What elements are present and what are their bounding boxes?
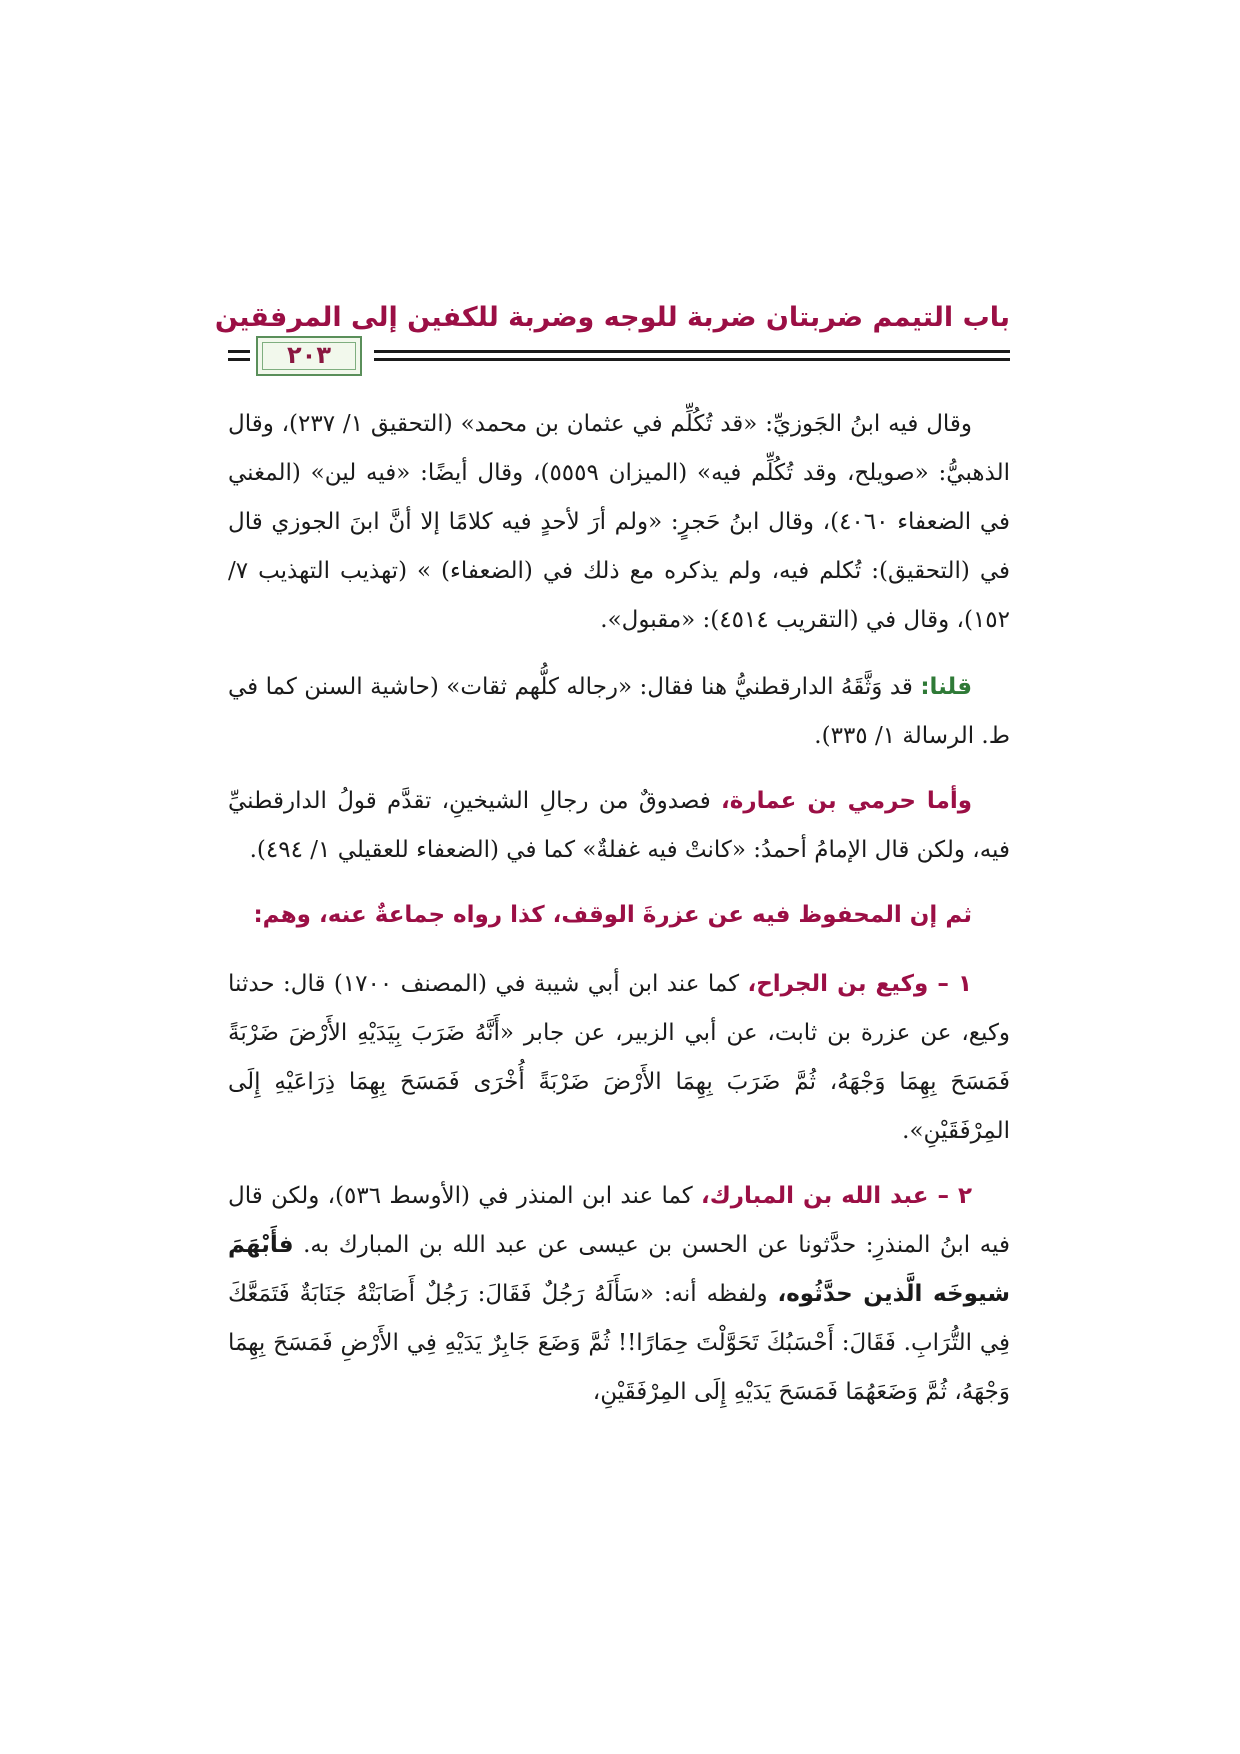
- bold-phrase: فأَبْهَمَ شيوخَه الَّذين حدَّثُوه،: [228, 1232, 1010, 1307]
- paragraph: [228, 777, 1010, 875]
- paragraph: [228, 663, 1010, 761]
- chapter-title: باب التيمم ضربتان ضربة للوجه وضربة للكفين إلى المرفقين: [214, 302, 1010, 333]
- paragraph-text: وقال فيه ابنُ الجَوزيِّ: «قد تُكُلِّم في عثمان بن محمد» (التحقيق ١/ ٢٣٧)، وقال الذهبيُّ: «صويلح، وقد تُكُلِّم فيه» (الميزان ٥٥٥٩)، وقال أيضًا: «فيه لين» (المغني في الضعفاء ٤٠٦٠)، وقال ابنُ حَجرٍ: «ولم أرَ لأحدٍ فيه كلامًا إلا أنَّ ابنَ الجوزي قال في (التحقيق): تُكلم فيه، ولم يذكره مع ذلك في (الضعفاء) » (تهذيب التهذيب ٧/ ١٥٢)، وقال في (التقريب ٤٥١٤): «مقبول».: [228, 411, 1010, 633]
- lead-label: قلنا:: [920, 674, 972, 700]
- running-header: [214, 300, 1010, 380]
- page-number: ٢٠٣: [287, 341, 331, 369]
- paragraph-text: فصدوقٌ من رجالِ الشيخينِ، تقدَّم قولُ الدارقطنيِّ فيه، ولكن قال الإمامُ أحمدُ: «كانتْ فيه غفلةٌ» كما في (الضعفاء للعقيلي ١/ ٤٩٤).: [228, 788, 1010, 863]
- header-rule: [374, 358, 1010, 361]
- lead-label: ١ – وكيع بن الجراح،: [747, 971, 972, 997]
- paragraph-text: ولفظه أنه: «سَأَلَهُ رَجُلٌ فَقَالَ: رَجُلٌ أَصَابَتْهُ جَنَابَةٌ فَتَمَعَّكَ فِي التُّرَابِ. فَقَالَ: أَحْسَبُكَ تَحَوَّلْتَ حِمَارًا!! ثُمَّ وَضَعَ جَابِرٌ يَدَيْهِ فِي الأَرْضِ فَمَسَحَ بِهِمَا وَجْهَهُ، ثُمَّ وَضَعَهُمَا فَمَسَحَ يَدَيْهِ إِلَى المِرْفَقَيْنِ،: [228, 1281, 1010, 1405]
- page-number-badge: [256, 336, 362, 376]
- paragraph: [228, 960, 1010, 1156]
- paragraph-text: كما عند ابن المنذر في (الأوسط ٥٣٦)، ولكن قال فيه ابنُ المنذرِ: حدَّثونا عن الحسن بن عيسى عن عبد الله بن المبارك به.: [228, 1183, 1010, 1258]
- body-text: [228, 400, 1010, 1433]
- section-heading: ثم إن المحفوظ فيه عن عزرةَ الوقف، كذا رواه جماعةٌ عنه، وهم:: [253, 902, 972, 928]
- lead-label: ٢ – عبد الله بن المبارك،: [700, 1183, 973, 1209]
- lead-label: وأما حرمي بن عمارة،: [721, 788, 972, 814]
- paragraph: [228, 1172, 1010, 1417]
- header-rule: [228, 350, 250, 353]
- paragraph-text: قد وَثَّقَهُ الدارقطنيُّ هنا فقال: «رجاله كلُّهم ثقات» (حاشية السنن كما في ط. الرسالة ١/ ٣٣٥).: [228, 674, 1010, 749]
- header-rule: [228, 358, 250, 361]
- paragraph-text: كما عند ابن أبي شيبة في (المصنف ١٧٠٠) قال: حدثنا وكيع، عن عزرة بن ثابت، عن أبي الزبير، عن جابر «أَنَّهُ ضَرَبَ بِيَدَيْهِ الأَرْضَ ضَرْبَةً فَمَسَحَ بِهِمَا وَجْهَهُ، ثُمَّ ضَرَبَ بِهِمَا الأَرْضَ ضَرْبَةً أُخْرَى فَمَسَحَ بِهِمَا ذِرَاعَيْهِ إِلَى المِرْفَقَيْنِ».: [228, 971, 1010, 1144]
- paragraph: [228, 400, 1010, 645]
- header-rule: [374, 350, 1010, 353]
